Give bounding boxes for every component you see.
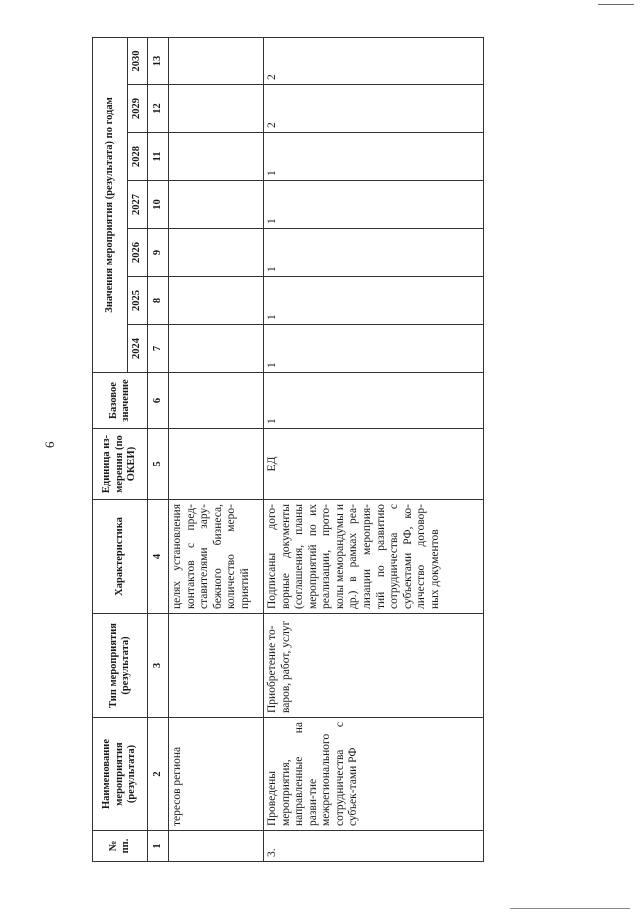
row-value (169, 133, 264, 181)
column-number: 4 (148, 500, 169, 614)
row-type (169, 614, 264, 718)
row-unit (169, 429, 264, 500)
row-base: 1 (264, 373, 484, 429)
column-number: 13 (148, 37, 169, 84)
table-row (264, 37, 484, 861)
column-number: 3 (148, 614, 169, 718)
column-number: 5 (148, 429, 169, 500)
row-value: 2 (264, 37, 484, 84)
row-value: 1 (264, 229, 484, 277)
row-unit: ЕД (264, 429, 484, 500)
header-year: 2030 (128, 37, 148, 84)
column-number: 7 (148, 325, 169, 373)
column-number: 9 (148, 229, 169, 277)
header-unit: Единица из-мерения (по ОКЕИ) (93, 429, 148, 500)
activities-table (92, 37, 484, 862)
column-number: 8 (148, 277, 169, 325)
row-value: 1 (264, 325, 484, 373)
column-number: 10 (148, 181, 169, 229)
column-number: 6 (148, 373, 169, 429)
page-number: 6 (42, 441, 57, 448)
row-base (169, 373, 264, 429)
column-number: 11 (148, 133, 169, 181)
header-values-by-year: Значения мероприятия (результата) по годам (93, 37, 128, 372)
column-number: 1 (148, 831, 169, 862)
header-year: 2027 (128, 181, 148, 229)
row-no (169, 831, 264, 862)
scan-artifact (598, 4, 634, 5)
row-value (169, 85, 264, 133)
row-characteristic: целях установления контактов с пред-ставителями зару-бежного бизнеса, количество меро-приятий (169, 500, 264, 614)
column-number: 2 (148, 718, 169, 831)
row-type: Приобретение то-варов, работ, услуг (264, 614, 484, 718)
scan-artifact (510, 908, 630, 909)
row-value: 1 (264, 133, 484, 181)
row-name: Проведены мероприятия, направленные на разви-тие межрегионального сотрудничества с субъек-тами РФ (264, 718, 484, 831)
header-year: 2025 (128, 277, 148, 325)
row-name: тересов региона (169, 718, 264, 831)
row-value (169, 325, 264, 373)
row-no: 3. (264, 831, 484, 862)
row-value (169, 181, 264, 229)
header-base: Базовое значение (93, 373, 148, 429)
header-year: 2028 (128, 133, 148, 181)
column-number: 12 (148, 85, 169, 133)
header-type: Тип мероприятия (результата) (93, 614, 148, 718)
table-container (92, 40, 484, 862)
header-year: 2026 (128, 229, 148, 277)
table-row (169, 37, 264, 861)
header-year: 2029 (128, 85, 148, 133)
row-value: 1 (264, 277, 484, 325)
row-value (169, 229, 264, 277)
row-characteristic: Подписаны дого-ворные документы (соглашения, планы мероприятий по их реализации, прото-колы меморандумы и др.) в рамках реа-лизации мероприя-тий по развитию сотрудничества с субъектами РФ, ко-личество договор-ных документов (264, 500, 484, 614)
row-value (169, 277, 264, 325)
row-value (169, 37, 264, 84)
row-value: 2 (264, 85, 484, 133)
row-value: 1 (264, 181, 484, 229)
header-characteristic: Характеристика (93, 500, 148, 614)
column-number-row (148, 37, 169, 861)
header-no: № пп. (93, 831, 148, 862)
header-name: Наименование мероприятия (результата) (93, 718, 148, 831)
header-year: 2024 (128, 325, 148, 373)
